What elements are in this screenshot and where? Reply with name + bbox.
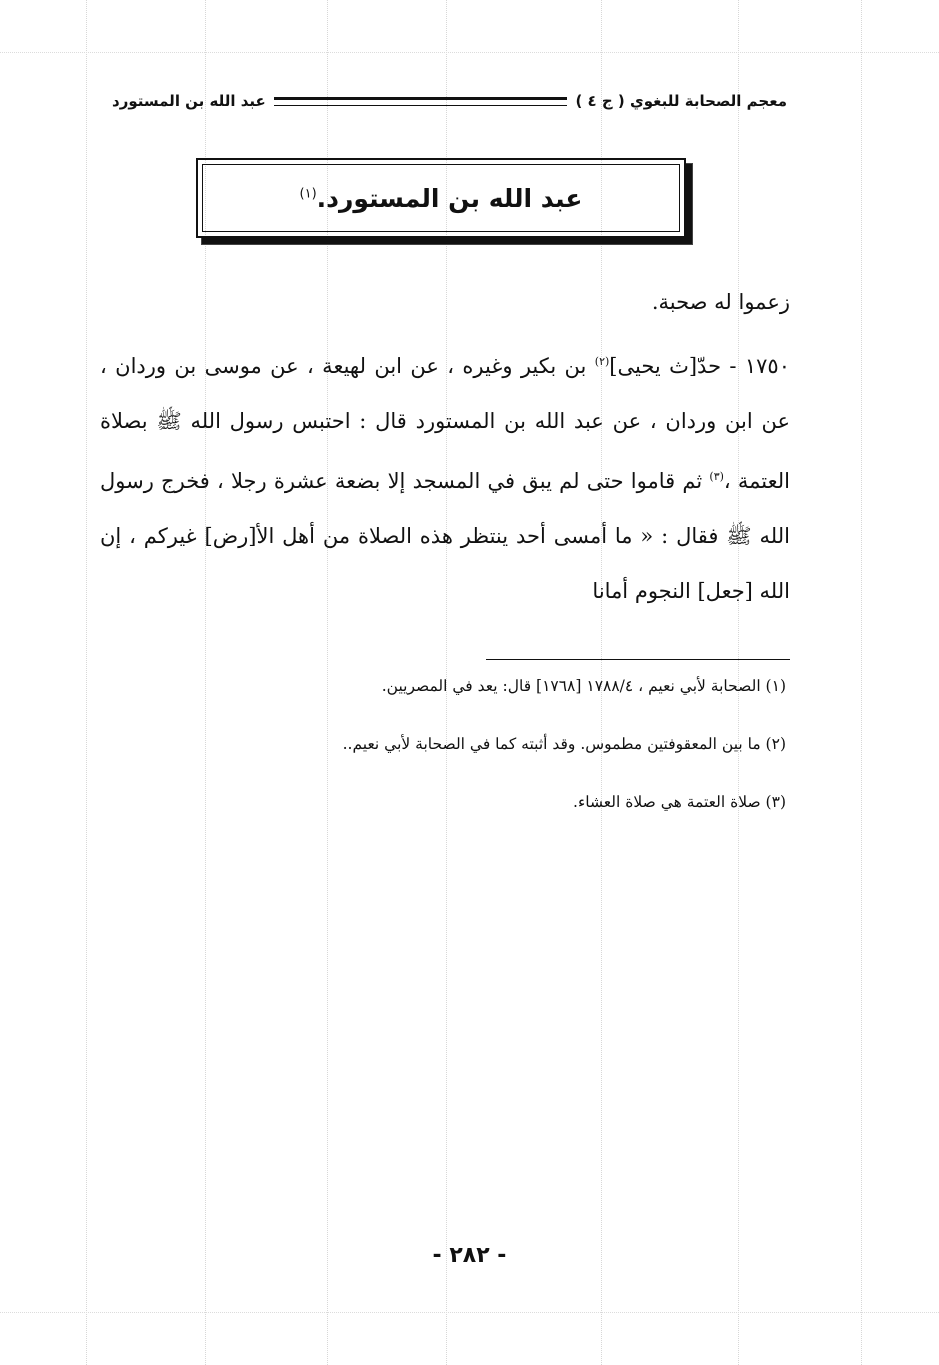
footnote-2: (٢) ما بين المعقوفتين مطموس. وقد أثبته كما في الصحابة لأبي نعيم.. — [342, 735, 786, 753]
scan-artifact — [86, 0, 87, 1365]
hadith-paragraph — [100, 334, 790, 619]
entry-title-text: عبد الله بن المستورد. — [316, 183, 583, 213]
scan-artifact — [0, 52, 939, 53]
intro-line: زعموا له صحبة. — [651, 290, 790, 314]
entry-title-box — [196, 158, 686, 238]
scan-artifact — [861, 0, 862, 1365]
hadith-text: ١٧٥٠ - حدّ[ث يحيى] — [609, 354, 790, 378]
hadith-text: ثم قاموا حتى لم يبق في المسجد إلا بضعة عشرة رجلا ، فخرج رسول الله ﷺ فقال : « ما أمسى أحد ينتظر هذه الصلاة من أهل الأ[رض] غيركم ، إن الله [جعل] النجوم أمانا — [100, 469, 790, 603]
entry-title — [300, 184, 583, 213]
running-header — [112, 88, 787, 114]
footnote-ref: (١) — [299, 186, 317, 202]
book-title: معجم الصحابة للبغوي ( ج ٤ ) — [575, 92, 787, 110]
footnote-1: (١) الصحابة لأبي نعيم ، ١٧٨٨/٤ [١٧٦٨] قال: يعد في المصريين. — [381, 677, 786, 695]
footnotes — [150, 672, 786, 846]
footnote-ref: (٢) — [594, 355, 610, 368]
footnote-3: (٣) صلاة العتمة هي صلاة العشاء. — [573, 793, 786, 811]
section-title: عبد الله بن المستورد — [112, 92, 266, 110]
hadith-text: بن بكير وغيره ، عن ابن لهيعة ، عن موسى بن وردان ، عن ابن وردان ، عن عبد الله بن المستورد قال : احتبس رسول الله ﷺ بصلاة العتمة ، — [100, 354, 790, 493]
footnote-separator — [486, 659, 790, 660]
main-text — [100, 275, 790, 619]
footnote-ref: (٣) — [709, 470, 724, 483]
scan-artifact — [0, 1312, 939, 1313]
header-rule — [274, 97, 568, 106]
page-number: - ٢٨٢ - — [432, 1243, 507, 1268]
